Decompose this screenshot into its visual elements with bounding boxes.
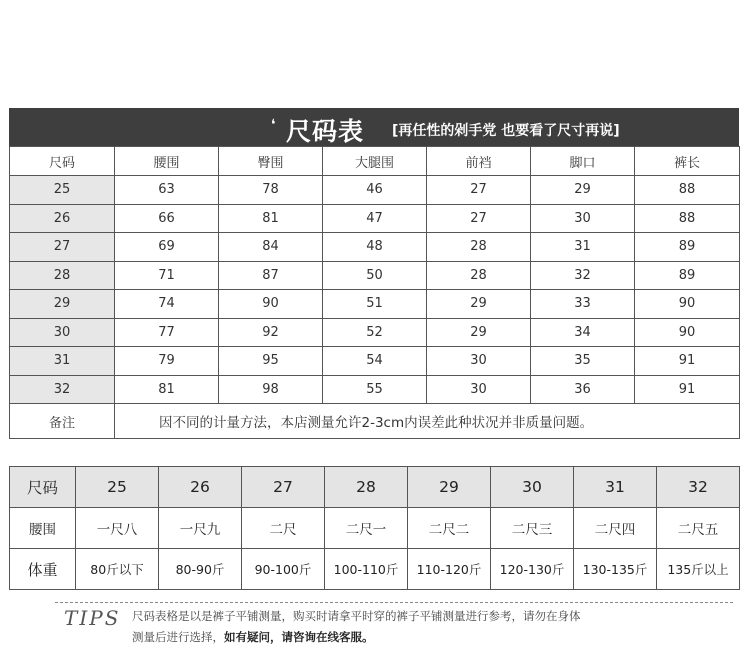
measurement-cell: 34 bbox=[531, 318, 635, 347]
row-label: 尺码 bbox=[10, 467, 76, 508]
weight-cell: 135斤以上 bbox=[657, 549, 740, 590]
size-cell: 30 bbox=[491, 467, 574, 508]
note-row bbox=[10, 404, 740, 439]
measurement-cell: 48 bbox=[323, 233, 427, 262]
column-header: 大腿围 bbox=[323, 147, 427, 176]
measurement-cell: 81 bbox=[115, 375, 219, 404]
size-cell: 30 bbox=[10, 318, 115, 347]
column-header: 裤长 bbox=[635, 147, 740, 176]
size-table-header-row bbox=[10, 147, 740, 176]
size-cell: 27 bbox=[242, 467, 325, 508]
quote-mark-icon: ❛ bbox=[271, 117, 276, 133]
column-header: 前裆 bbox=[427, 147, 531, 176]
measurement-cell: 31 bbox=[531, 233, 635, 262]
waist-cell: 一尺九 bbox=[159, 508, 242, 549]
measurement-cell: 27 bbox=[427, 176, 531, 205]
measurement-cell: 46 bbox=[323, 176, 427, 205]
waist-cell: 二尺 bbox=[242, 508, 325, 549]
tips-divider bbox=[55, 602, 733, 603]
measurement-cell: 63 bbox=[115, 176, 219, 205]
measurement-cell: 54 bbox=[323, 347, 427, 376]
table-row bbox=[10, 318, 740, 347]
table-row bbox=[10, 176, 740, 205]
waist-cell: 二尺二 bbox=[408, 508, 491, 549]
column-header: 尺码 bbox=[10, 147, 115, 176]
measurement-cell: 90 bbox=[219, 290, 323, 319]
size-cell: 25 bbox=[10, 176, 115, 205]
table-row bbox=[10, 261, 740, 290]
weight-cell: 80斤以下 bbox=[76, 549, 159, 590]
waist-row bbox=[10, 508, 740, 549]
table-row bbox=[10, 204, 740, 233]
weight-cell: 130-135斤 bbox=[574, 549, 657, 590]
measurement-cell: 77 bbox=[115, 318, 219, 347]
waist-cell: 一尺八 bbox=[76, 508, 159, 549]
measurement-cell: 89 bbox=[635, 261, 740, 290]
measurement-cell: 95 bbox=[219, 347, 323, 376]
measurement-cell: 78 bbox=[219, 176, 323, 205]
weight-cell: 90-100斤 bbox=[242, 549, 325, 590]
waist-cell: 二尺五 bbox=[657, 508, 740, 549]
table-row bbox=[10, 290, 740, 319]
measurement-cell: 55 bbox=[323, 375, 427, 404]
page-title: 尺码表 bbox=[286, 117, 365, 146]
tips-label: TIPS bbox=[64, 606, 124, 630]
note-label: 备注 bbox=[10, 404, 115, 439]
table-row bbox=[10, 233, 740, 262]
size-cell: 32 bbox=[657, 467, 740, 508]
column-header: 脚口 bbox=[531, 147, 635, 176]
size-cell: 32 bbox=[10, 375, 115, 404]
measurement-cell: 71 bbox=[115, 261, 219, 290]
measurement-cell: 52 bbox=[323, 318, 427, 347]
size-cell: 31 bbox=[10, 347, 115, 376]
weight-cell: 120-130斤 bbox=[491, 549, 574, 590]
measurement-cell: 89 bbox=[635, 233, 740, 262]
measurement-cell: 29 bbox=[427, 318, 531, 347]
size-cell: 26 bbox=[159, 467, 242, 508]
waist-cell: 二尺一 bbox=[325, 508, 408, 549]
weight-cell: 80-90斤 bbox=[159, 549, 242, 590]
column-header: 腰围 bbox=[115, 147, 219, 176]
size-cell: 29 bbox=[408, 467, 491, 508]
row-label: 腰围 bbox=[10, 508, 76, 549]
measurement-cell: 29 bbox=[531, 176, 635, 205]
waist-cell: 二尺三 bbox=[491, 508, 574, 549]
measurement-cell: 90 bbox=[635, 318, 740, 347]
measurement-cell: 79 bbox=[115, 347, 219, 376]
waist-cell: 二尺四 bbox=[574, 508, 657, 549]
measurement-cell: 88 bbox=[635, 176, 740, 205]
size-cell: 29 bbox=[10, 290, 115, 319]
title-banner bbox=[9, 108, 739, 146]
weight-row bbox=[10, 549, 740, 590]
measurement-cell: 84 bbox=[219, 233, 323, 262]
measurement-cell: 90 bbox=[635, 290, 740, 319]
measurement-cell: 32 bbox=[531, 261, 635, 290]
measurement-cell: 81 bbox=[219, 204, 323, 233]
weight-cell: 110-120斤 bbox=[408, 549, 491, 590]
measurement-cell: 28 bbox=[427, 261, 531, 290]
size-cell: 28 bbox=[325, 467, 408, 508]
measurement-cell: 51 bbox=[323, 290, 427, 319]
tips-text-line-2-a: 测量后进行选择， bbox=[132, 630, 224, 644]
measurement-cell: 91 bbox=[635, 375, 740, 404]
size-cell: 27 bbox=[10, 233, 115, 262]
page-subtitle: [再任性的剁手党 也要看了尺寸再说] bbox=[392, 123, 620, 139]
table-row bbox=[10, 375, 740, 404]
row-label: 体重 bbox=[10, 549, 76, 590]
measurement-cell: 30 bbox=[427, 347, 531, 376]
size-cell: 31 bbox=[574, 467, 657, 508]
tips-text-line-1: 尺码表格是以是裤子平铺测量，购买时请拿平时穿的裤子平铺测量进行参考，请勿在身体 bbox=[132, 609, 581, 623]
measurement-cell: 98 bbox=[219, 375, 323, 404]
measurement-cell: 91 bbox=[635, 347, 740, 376]
measurement-cell: 50 bbox=[323, 261, 427, 290]
measurement-cell: 29 bbox=[427, 290, 531, 319]
weight-guide-table bbox=[9, 466, 740, 590]
weight-cell: 100-110斤 bbox=[325, 549, 408, 590]
size-cell: 25 bbox=[76, 467, 159, 508]
measurement-cell: 66 bbox=[115, 204, 219, 233]
size-row bbox=[10, 467, 740, 508]
note-text: 因不同的计量方法，本店测量允许2-3cm内误差此种状况并非质量问题。 bbox=[115, 404, 740, 439]
measurement-cell: 47 bbox=[323, 204, 427, 233]
measurement-cell: 87 bbox=[219, 261, 323, 290]
measurement-cell: 28 bbox=[427, 233, 531, 262]
tips-text-line-2 bbox=[132, 629, 374, 645]
table-row bbox=[10, 347, 740, 376]
measurement-cell: 35 bbox=[531, 347, 635, 376]
size-chart-table bbox=[9, 146, 740, 439]
measurement-cell: 74 bbox=[115, 290, 219, 319]
measurement-cell: 36 bbox=[531, 375, 635, 404]
tips-text-line-2-b: 如有疑问，请咨询在线客服。 bbox=[224, 630, 374, 644]
size-cell: 28 bbox=[10, 261, 115, 290]
measurement-cell: 92 bbox=[219, 318, 323, 347]
measurement-cell: 30 bbox=[427, 375, 531, 404]
measurement-cell: 27 bbox=[427, 204, 531, 233]
column-header: 臀围 bbox=[219, 147, 323, 176]
measurement-cell: 33 bbox=[531, 290, 635, 319]
measurement-cell: 88 bbox=[635, 204, 740, 233]
size-cell: 26 bbox=[10, 204, 115, 233]
measurement-cell: 30 bbox=[531, 204, 635, 233]
measurement-cell: 69 bbox=[115, 233, 219, 262]
